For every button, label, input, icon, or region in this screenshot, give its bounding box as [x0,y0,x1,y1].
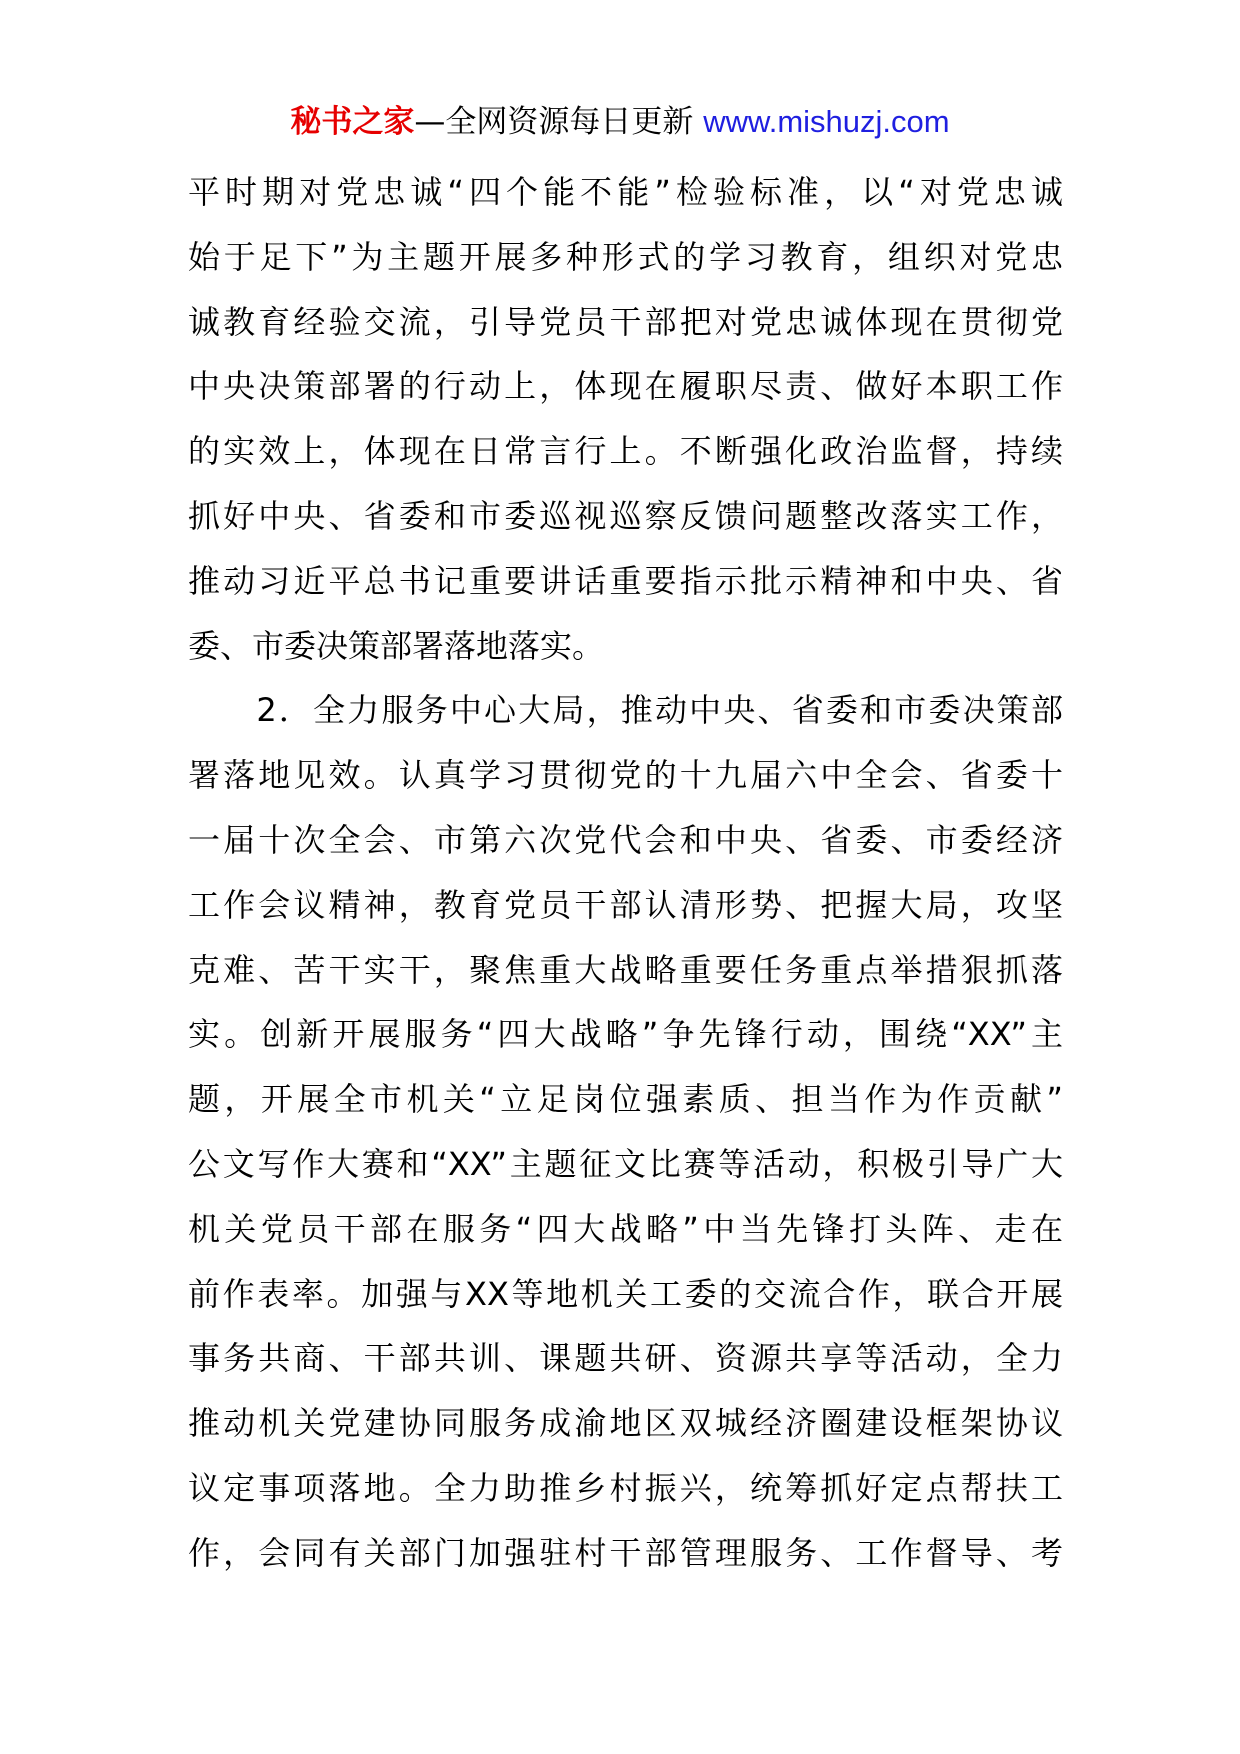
text-line: 推动机关党建协同服务成渝地区双城经济圈建设框架协议 [188,1404,1063,1443]
text-line: 工作会议精神，教育党员干部认清形势、把握大局，攻坚 [188,885,1063,924]
text-line: 平时期对党忠诚“四个能不能”检验标准，以“对党忠诚 [188,173,1063,211]
text-line: 实。创新开展服务“四大战略”争先锋行动，围绕“XX”主 [188,1015,1063,1054]
header-tagline: —全网资源每日更新 [414,104,694,140]
document-body [188,160,1063,1586]
text-line: 始于足下”为主题开展多种形式的学习教育，组织对党忠 [188,237,1063,276]
text-line: 中央决策部署的行动上，体现在履职尽责、做好本职工作 [188,367,1063,406]
text-line: 事务共商、干部共训、课题共研、资源共享等活动，全力 [188,1339,1063,1378]
text-line: 公文写作大赛和“XX”主题征文比赛等活动，积极引导广大 [188,1144,1063,1183]
text-line: 克难、苦干实干，聚焦重大战略重要任务重点举措狠抓落 [188,950,1063,989]
text-line: 署落地见效。认真学习贯彻党的十九届六中全会、省委十 [188,756,1063,795]
text-line: 推动习近平总书记重要讲话重要指示批示精神和中央、省 [188,561,1063,600]
text-line: 作，会同有关部门加强驻村干部管理服务、工作督导、考 [188,1533,1063,1572]
text-line: 抓好中央、省委和市委巡视巡察反馈问题整改落实工作， [188,496,1063,535]
page-header [0,100,1240,144]
text-line: 委、市委决策部署落地落实。 [188,626,605,665]
text-line: 2．全力服务中心大局，推动中央、省委和市委决策部 [188,691,1063,730]
text-line: 议定事项落地。全力助推乡村振兴，统筹抓好定点帮扶工 [188,1468,1063,1507]
website-link[interactable]: www.mishuzj.com [703,104,950,139]
brand-name: 秘书之家 [290,104,415,140]
text-line: 一届十次全会、市第六次党代会和中央、省委、市委经济 [188,820,1063,859]
text-line: 机关党员干部在服务“四大战略”中当先锋打头阵、走在 [188,1209,1063,1248]
text-line: 诚教育经验交流，引导党员干部把对党忠诚体现在贯彻党 [188,302,1063,341]
text-line: 的实效上，体现在日常言行上。不断强化政治监督，持续 [188,432,1063,471]
text-line: 前作表率。加强与XX等地机关工委的交流合作，联合开展 [188,1274,1063,1313]
text-line: 题，开展全市机关“立足岗位强素质、担当作为作贡献” [188,1080,1063,1119]
